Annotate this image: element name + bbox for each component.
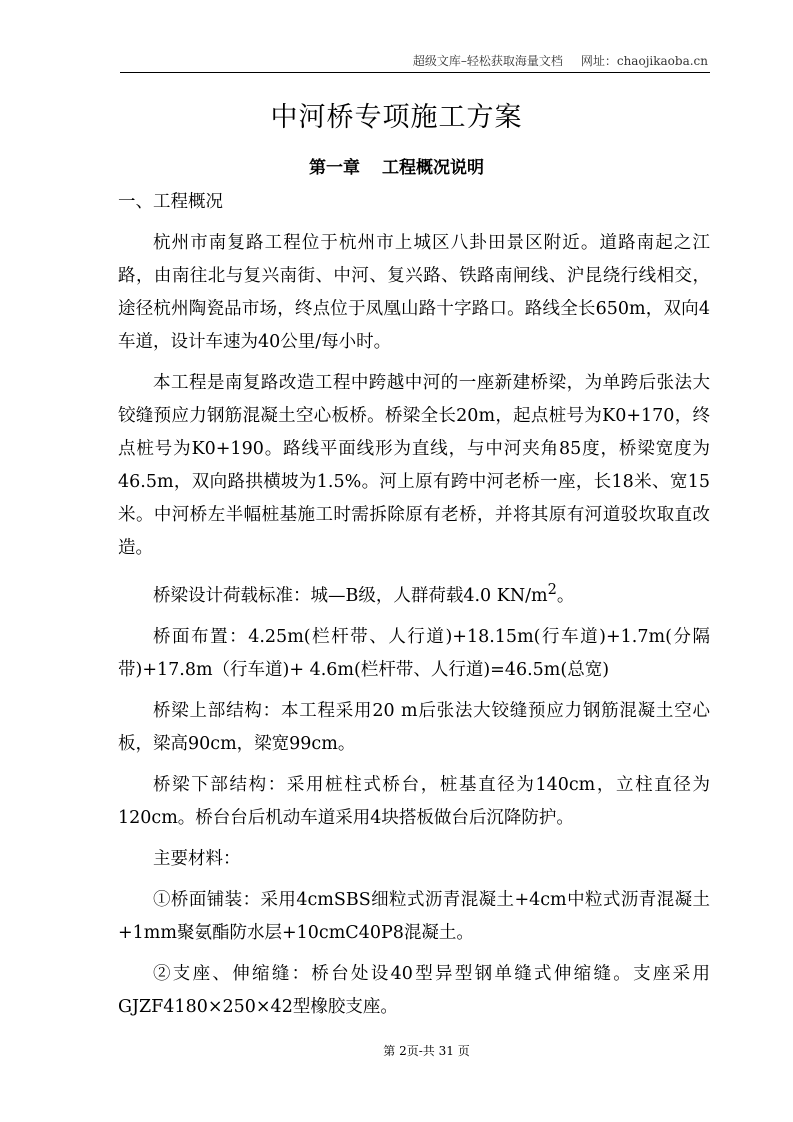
header-url-text: 网址：chaojikaoba.cn	[580, 54, 708, 68]
paragraph-deck-pavement: ①桥面铺装：采用4cmSBS细粒式沥青混凝土+4cm中粒式沥青混凝土+1mm聚氨酯防水层+10cmC40P8混凝土。	[118, 889, 710, 943]
design-load-text: 桥梁设计荷载标准：城—B级，人群荷载4.0 KN/m	[153, 585, 548, 606]
paragraph-bearings-joints: ②支座、伸缩缝：桥台处设40型异型钢单缝式伸缩缝。支座采用GJZF4180×250×42型橡胶支座。	[118, 963, 710, 1017]
paragraph-bridge-overview: 本工程是南复路改造工程中跨越中河的一座新建桥梁，为单跨后张法大铰缝预应力钢筋混凝土空心板桥。桥梁全长20m，起点桩号为K0+170，终点桩号为K0+190。路线平面线形为直线，与中河夹角85度，桥梁宽度为46.5m，双向路拱横坡为1.5%。河上原有跨中河老桥一座，长18米、宽15米。中河桥左半幅桩基施工时需拆除原有老桥，并将其原有河道驳坎取直改造。	[118, 373, 710, 558]
page-header	[120, 52, 708, 69]
design-load-superscript: 2	[547, 581, 557, 598]
chapter-name: 工程概况说明	[382, 158, 484, 178]
section-heading: 一、工程概况	[118, 192, 223, 212]
design-load-end: 。	[556, 585, 575, 606]
paragraph-project-location: 杭州市南复路工程位于杭州市上城区八卦田景区附近。道路南起之江路，由南往北与复兴南街、中河、复兴路、铁路南闸线、沪昆绕行线相交，途径杭州陶瓷品市场，终点位于凤凰山路十字路口。路线全长650m，双向4车道，设计车速为40公里/每小时。	[118, 233, 710, 352]
page-footer: 第 2页-共 31 页	[383, 1044, 470, 1058]
paragraph-materials-heading: 主要材料：	[153, 848, 241, 869]
document-title: 中河桥专项施工方案	[270, 102, 523, 133]
document-body	[118, 186, 710, 1024]
paragraph-design-load	[118, 573, 710, 613]
header-left-text: 超级文库–轻松获取海量文档	[412, 54, 563, 68]
chapter-heading	[0, 153, 793, 178]
header-divider	[120, 72, 710, 73]
paragraph-superstructure: 桥梁上部结构：本工程采用20 m后张法大铰缝预应力钢筋混凝土空心板，梁高90cm，梁宽99cm。	[118, 700, 710, 754]
paragraph-deck-layout: 桥面布置：4.25m(栏杆带、人行道)+18.15m(行车道)+1.7m(分隔带)+17.8m（行车道)+ 4.6m(栏杆带、人行道)=46.5m(总宽)	[118, 626, 710, 680]
chapter-number: 第一章	[309, 158, 360, 178]
paragraph-substructure: 桥梁下部结构：采用桩柱式桥台，桩基直径为140cm，立柱直径为120cm。桥台台后机动车道采用4块搭板做台后沉降防护。	[118, 774, 710, 828]
